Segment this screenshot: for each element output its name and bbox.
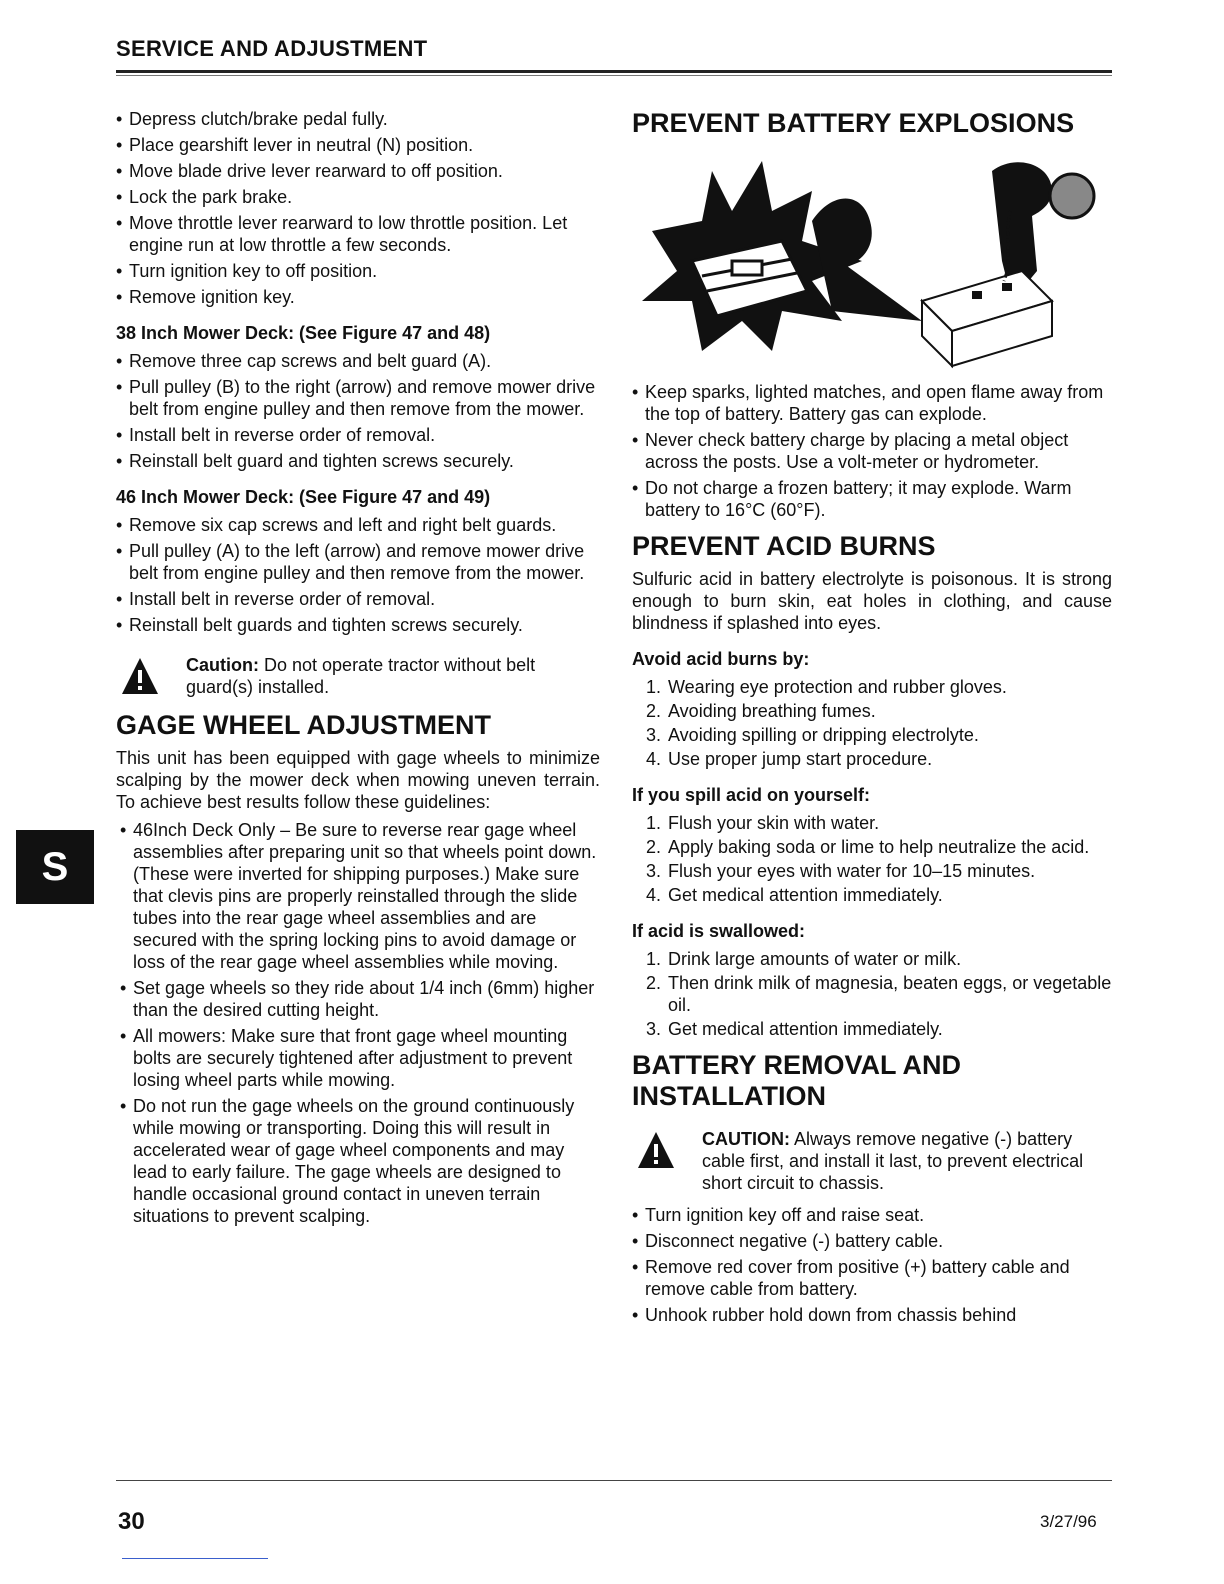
list-item: • All mowers: Make sure that front gage wheel mounting bolts are securely tightened after adjustment to prevent losing wheel parts while mowing. — [120, 1025, 600, 1091]
list-item: • Reinstall belt guard and tighten screws securely. — [116, 450, 600, 472]
battery-explosions-heading: PREVENT BATTERY EXPLOSIONS — [632, 108, 1075, 138]
page-number: 30 — [118, 1508, 145, 1535]
battery-explosion-illustration — [632, 151, 1112, 373]
list-item: • Pull pulley (B) to the right (arrow) and remove mower drive belt from engine pulley and then remove from the mower. — [116, 376, 600, 420]
list-item: • Reinstall belt guards and tighten screws securely. — [116, 614, 600, 636]
warning-triangle-icon — [636, 1130, 676, 1175]
intro-bullet-list — [116, 108, 600, 308]
caution-battery-cable — [632, 1128, 1112, 1194]
list-item: 3. Flush your eyes with water for 10–15 minutes. — [646, 861, 1036, 881]
list-item: 1. Flush your skin with water. — [646, 813, 880, 833]
footer-rule — [116, 1480, 1112, 1481]
list-item: • Move throttle lever rearward to low throttle position. Let engine run at low throttle a few seconds. — [116, 212, 600, 256]
section-tab: S — [16, 830, 94, 904]
swallow-list — [632, 948, 1112, 1040]
acid-burns-heading: PREVENT ACID BURNS — [632, 531, 936, 561]
list-item: 3. Avoiding spilling or dripping electrolyte. — [646, 725, 979, 745]
list-item: 2. Then drink milk of magnesia, beaten eggs, or vegetable oil. — [646, 973, 1112, 1015]
spill-list — [632, 812, 1112, 906]
list-item: 2. Apply baking soda or lime to help neutralize the acid. — [646, 837, 1090, 857]
header-rule — [116, 70, 1112, 73]
list-item: • Unhook rubber hold down from chassis behind — [632, 1304, 1112, 1326]
list-item: • Turn ignition key off and raise seat. — [632, 1204, 1112, 1226]
list-item: • Remove six cap screws and left and right belt guards. — [116, 514, 600, 536]
caution-belt-guard — [116, 654, 600, 700]
gage-wheel-heading: GAGE WHEEL ADJUSTMENT — [116, 710, 492, 740]
deck38-heading: 38 Inch Mower Deck: (See Figure 47 and 48) — [116, 323, 491, 343]
list-item: • Depress clutch/brake pedal fully. — [116, 108, 600, 130]
warning-triangle-icon — [120, 656, 160, 701]
caution-label: CAUTION: — [702, 1129, 790, 1149]
list-item: 2. Avoiding breathing fumes. — [646, 701, 876, 721]
list-item: • Keep sparks, lighted matches, and open flame away from the top of battery. Battery gas can explode. — [632, 381, 1112, 425]
list-item: 3. Get medical attention immediately. — [646, 1019, 943, 1039]
list-item: • Remove three cap screws and belt guard (A). — [116, 350, 600, 372]
list-item: • Move blade drive lever rearward to off position. — [116, 160, 600, 182]
battery-removal-heading: BATTERY REMOVAL AND INSTALLATION — [632, 1050, 962, 1111]
gage-wheel-paragraph: This unit has been equipped with gage wheels to minimize scalping by the mower deck when mowing uneven terrain. To achieve best results follow these guidelines: — [116, 748, 600, 812]
caution-label: Caution: — [186, 655, 259, 675]
list-item: • Do not charge a frozen battery; it may explode. Warm battery to 16°C (60°F). — [632, 477, 1112, 521]
swallow-heading: If acid is swallowed: — [632, 921, 806, 941]
spill-heading: If you spill acid on yourself: — [632, 785, 871, 805]
list-item: • Install belt in reverse order of removal. — [116, 424, 600, 446]
list-item: • Do not run the gage wheels on the ground continuously while mowing or transporting. Doing this will result in accelerated wear of gage wheel components and may lead to early failure. The gage wheels are designed to handle occasional ground contact in uneven terrain situations to prevent scalping. — [120, 1095, 600, 1227]
list-item: • Remove red cover from positive (+) battery cable and remove cable from battery. — [632, 1256, 1112, 1300]
battery-icon — [922, 271, 1052, 366]
list-item: 4. Get medical attention immediately. — [646, 885, 943, 905]
list-item: • Set gage wheels so they ride about 1/4 inch (6mm) higher than the desired cutting height. — [120, 977, 600, 1021]
list-item: • Install belt in reverse order of removal. — [116, 588, 600, 610]
list-item: 4. Use proper jump start procedure. — [646, 749, 933, 769]
list-item: • Lock the park brake. — [116, 186, 600, 208]
right-column — [632, 108, 1112, 1330]
list-item: • 46Inch Deck Only – Be sure to reverse rear gage wheel assemblies after preparing unit so that wheels point down. (These were inverted for shipping purposes.) Make sure that clevis pins are properly reinstalled through the slide tubes into the rear gage wheel assemblies and are secured with the spring locking pins to avoid damage or loss of the rear gage wheel assemblies while moving. — [120, 819, 600, 973]
person-silhouette-icon — [812, 199, 922, 322]
avoid-list — [632, 676, 1112, 770]
deck38-bullet-list — [116, 350, 600, 472]
list-item: • Place gearshift lever in neutral (N) position. — [116, 134, 600, 156]
list-item: 1. Wearing eye protection and rubber gloves. — [646, 677, 1007, 697]
acid-burns-paragraph: Sulfuric acid in battery electrolyte is poisonous. It is strong enough to burn skin, eat holes in clothing, and cause blindness if splashed into eyes. — [632, 569, 1112, 633]
gage-wheel-bullet-list — [116, 819, 600, 1227]
deck46-heading: 46 Inch Mower Deck: (See Figure 47 and 49) — [116, 487, 491, 507]
list-item: 1. Drink large amounts of water or milk. — [646, 949, 962, 969]
list-item: • Disconnect negative (-) battery cable. — [632, 1230, 1112, 1252]
page-header-title: SERVICE AND ADJUSTMENT — [116, 36, 428, 61]
revision-date: 3/27/96 — [1040, 1512, 1097, 1531]
list-item: • Remove ignition key. — [116, 286, 600, 308]
list-item: • Never check battery charge by placing a metal object across the posts. Use a volt-meter or hydrometer. — [632, 429, 1112, 473]
deck46-bullet-list — [116, 514, 600, 636]
list-item: • Pull pulley (A) to the left (arrow) and remove mower drive belt from engine pulley and then remove from the mower. — [116, 540, 600, 584]
removal-bullet-list — [632, 1204, 1112, 1326]
left-column — [116, 108, 600, 1231]
list-item: • Turn ignition key to off position. — [116, 260, 600, 282]
caution-text: Always remove negative (-) battery cable first, and install it last, to prevent electrical short circuit to chassis. — [702, 1129, 1084, 1193]
avoid-heading: Avoid acid burns by: — [632, 649, 810, 669]
header-rule-thin — [116, 75, 1112, 76]
caution-text: Do not operate tractor without belt guard(s) installed. — [186, 655, 536, 697]
explosions-bullet-list — [632, 381, 1112, 521]
bottom-underline — [122, 1558, 268, 1559]
